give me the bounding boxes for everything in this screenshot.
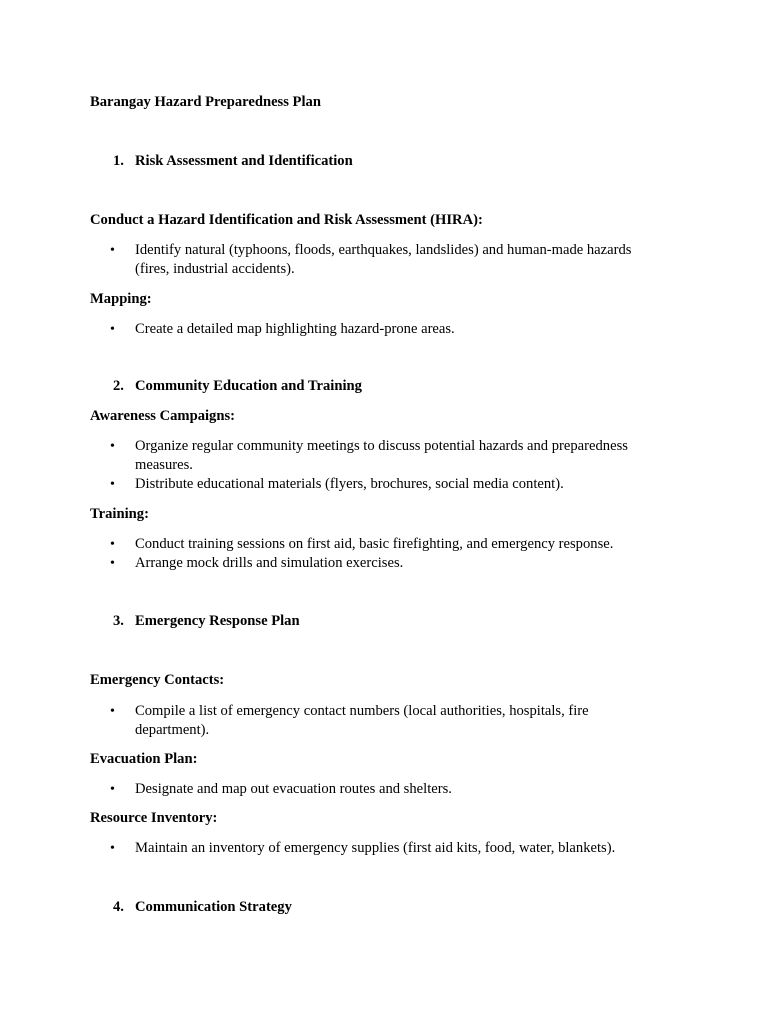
- section-4-heading: [113, 898, 292, 917]
- list-item: [0, 780, 655, 799]
- bullet-icon: •: [110, 556, 115, 571]
- section-3-heading: [113, 612, 300, 631]
- bullet-list: [0, 320, 655, 339]
- list-item: [0, 554, 655, 573]
- bullet-list: [0, 535, 655, 573]
- list-item: [0, 437, 655, 475]
- bullet-icon: •: [110, 477, 115, 492]
- section-4-number: 4.: [113, 899, 124, 915]
- bullet-list: [0, 702, 655, 740]
- list-item: [0, 475, 655, 494]
- list-item: [0, 241, 655, 279]
- bullet-icon: •: [110, 537, 115, 552]
- subheading-awareness-campaigns: Awareness Campaigns:: [90, 408, 235, 424]
- list-item-text: Maintain an inventory of emergency supplies (first aid kits, food, water, blankets).: [135, 840, 616, 856]
- list-item-text: Compile a list of emergency contact numbers (local authorities, hospitals, fire department).: [135, 703, 589, 738]
- list-item-text: Arrange mock drills and simulation exercises.: [135, 555, 404, 571]
- list-item: [0, 702, 655, 740]
- bullet-list: [0, 839, 655, 858]
- list-item-text: Identify natural (typhoons, floods, earthquakes, landslides) and human-made hazards (fires, industrial accidents).: [135, 242, 632, 277]
- subheading-training: Training:: [90, 506, 149, 522]
- bullet-list: [0, 241, 655, 279]
- section-2-title: Community Education and Training: [135, 378, 362, 394]
- bullet-icon: •: [110, 704, 115, 719]
- section-3-title: Emergency Response Plan: [135, 613, 300, 629]
- bullet-icon: •: [110, 782, 115, 797]
- list-item-text: Distribute educational materials (flyers, brochures, social media content).: [135, 476, 564, 492]
- list-item-text: Create a detailed map highlighting hazard-prone areas.: [135, 321, 455, 337]
- subheading-resource-inventory: Resource Inventory:: [90, 810, 218, 826]
- bullet-icon: •: [110, 841, 115, 856]
- section-3-number: 3.: [113, 613, 124, 629]
- bullet-list: [0, 437, 655, 494]
- subheading-mapping: Mapping:: [90, 291, 152, 307]
- subheading-hira: Conduct a Hazard Identification and Risk Assessment (HIRA):: [90, 212, 483, 228]
- section-4-title: Communication Strategy: [135, 899, 292, 915]
- document-title: Barangay Hazard Preparedness Plan: [90, 94, 321, 110]
- list-item: [0, 320, 655, 339]
- bullet-icon: •: [110, 243, 115, 258]
- section-1-title: Risk Assessment and Identification: [135, 153, 353, 169]
- section-2-heading: [113, 377, 362, 396]
- subheading-evacuation-plan: Evacuation Plan:: [90, 751, 198, 767]
- bullet-icon: •: [110, 439, 115, 454]
- list-item-text: Designate and map out evacuation routes and shelters.: [135, 781, 452, 797]
- list-item: [0, 535, 655, 554]
- bullet-list: [0, 780, 655, 799]
- subheading-emergency-contacts: Emergency Contacts:: [90, 672, 225, 688]
- list-item-text: Organize regular community meetings to discuss potential hazards and preparedness measures.: [135, 438, 628, 473]
- bullet-icon: •: [110, 322, 115, 337]
- list-item: [0, 839, 655, 858]
- list-item-text: Conduct training sessions on first aid, basic firefighting, and emergency response.: [135, 536, 614, 552]
- section-2-number: 2.: [113, 378, 124, 394]
- section-1-number: 1.: [113, 153, 124, 169]
- section-1-heading: [113, 152, 353, 171]
